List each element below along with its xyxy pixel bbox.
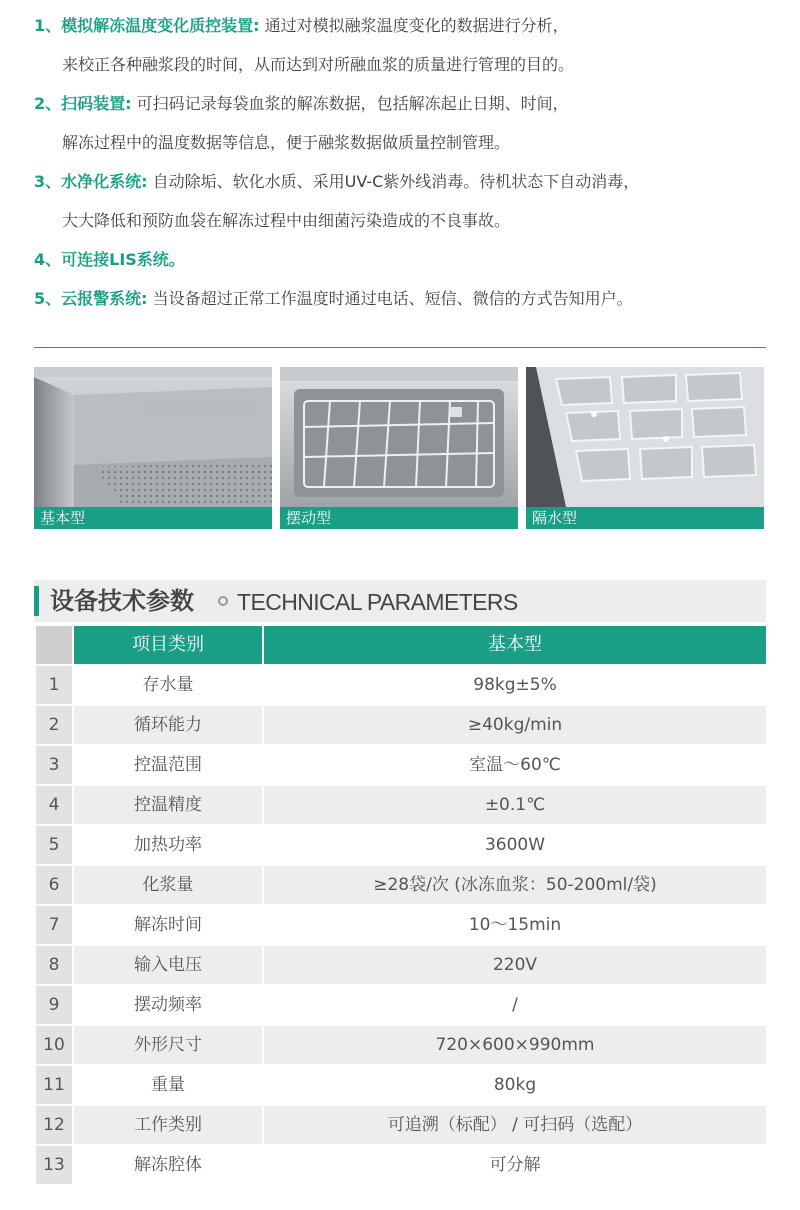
- table-row: [36, 746, 766, 784]
- row-name: 工作类别: [74, 1106, 262, 1144]
- feature-1-continued: 来校正各种融浆段的时间，从而达到对所融血浆的质量进行管理的目的。: [62, 55, 575, 74]
- feature-4: [34, 248, 774, 287]
- section-divider: [34, 347, 766, 348]
- row-name: 解冻时间: [74, 906, 262, 944]
- section-title-en: TECHNICAL PARAMETERS: [237, 589, 518, 615]
- row-name: 外形尺寸: [74, 1026, 262, 1064]
- row-number: 13: [36, 1146, 72, 1184]
- feature-2: [34, 92, 774, 131]
- table-row: [36, 906, 766, 944]
- row-value: 720×600×990mm: [264, 1026, 766, 1064]
- feature-list: [34, 14, 774, 326]
- table-header-model: 基本型: [264, 626, 766, 664]
- feature-5-label: 5、云报警系统:: [34, 289, 148, 308]
- table-header-number: [36, 626, 72, 664]
- row-name: 重量: [74, 1066, 262, 1104]
- feature-3-label: 3、水净化系统:: [34, 172, 148, 191]
- row-number: 3: [36, 746, 72, 784]
- row-name: 存水量: [74, 666, 262, 704]
- row-name: 循环能力: [74, 706, 262, 744]
- table-row: [36, 786, 766, 824]
- section-title-cn: 设备技术参数: [50, 587, 194, 615]
- row-number: 8: [36, 946, 72, 984]
- table-row: [36, 1066, 766, 1104]
- feature-1: [34, 14, 774, 53]
- feature-2-continued: 解冻过程中的温度数据等信息，便于融浆数据做质量控制管理。: [62, 133, 511, 152]
- section-header: [34, 580, 766, 622]
- row-value: 80kg: [264, 1066, 766, 1104]
- photo-swing: [280, 367, 518, 529]
- table-row: [36, 1026, 766, 1064]
- row-number: 5: [36, 826, 72, 864]
- water-isolated-photo: [526, 367, 764, 507]
- feature-1-text: 通过对模拟融浆温度变化的数据进行分析，: [259, 16, 569, 35]
- product-photos: [34, 367, 764, 529]
- row-number: 12: [36, 1106, 72, 1144]
- section-accent-bar: [34, 586, 39, 616]
- feature-3: [34, 170, 774, 209]
- feature-3-text: 自动除垢、软化水质、采用UV-C紫外线消毒。待机状态下自动消毒，: [147, 172, 640, 191]
- row-value: 98kg±5%: [264, 666, 766, 704]
- row-value: /: [264, 986, 766, 1024]
- feature-2-text: 可扫码记录每袋血浆的解冻数据，包括解冻起止日期、时间，: [131, 94, 569, 113]
- row-number: 7: [36, 906, 72, 944]
- feature-1-label: 1、模拟解冻温度变化质控装置:: [34, 16, 260, 35]
- row-value: ≥28袋/次 (冰冻血浆：50-200ml/袋): [264, 866, 766, 904]
- row-name: 输入电压: [74, 946, 262, 984]
- row-number: 11: [36, 1066, 72, 1104]
- row-value: ≥40kg/min: [264, 706, 766, 744]
- row-number: 1: [36, 666, 72, 704]
- row-number: 6: [36, 866, 72, 904]
- row-value: 3600W: [264, 826, 766, 864]
- swing-basket-photo: [280, 367, 518, 507]
- row-name: 化浆量: [74, 866, 262, 904]
- feature-5-text: 当设备超过正常工作温度时通过电话、短信、微信的方式告知用户。: [147, 289, 633, 308]
- row-number: 4: [36, 786, 72, 824]
- row-number: 2: [36, 706, 72, 744]
- row-value: ±0.1℃: [264, 786, 766, 824]
- table-header-row: [36, 626, 766, 664]
- row-number: 9: [36, 986, 72, 1024]
- row-value: 可分解: [264, 1146, 766, 1184]
- photo-caption-water: 隔水型: [526, 507, 764, 529]
- row-name: 控温范围: [74, 746, 262, 784]
- table-row: [36, 1146, 766, 1184]
- feature-3-continued: 大大降低和预防血袋在解冻过程中由细菌污染造成的不良事故。: [62, 211, 511, 230]
- table-row: [36, 866, 766, 904]
- table-row: [36, 1106, 766, 1144]
- table-row: [36, 706, 766, 744]
- circle-bullet-icon: [218, 596, 228, 606]
- row-value: 可追溯（标配） / 可扫码（选配）: [264, 1106, 766, 1144]
- feature-5: [34, 287, 774, 326]
- photo-basic: [34, 367, 272, 529]
- photo-water: [526, 367, 764, 529]
- row-name: 控温精度: [74, 786, 262, 824]
- row-name: 加热功率: [74, 826, 262, 864]
- row-name: 摆动频率: [74, 986, 262, 1024]
- feature-2-label: 2、扫码装置:: [34, 94, 132, 113]
- row-value: 220V: [264, 946, 766, 984]
- feature-4-label: 4、可连接LIS系统。: [34, 250, 185, 269]
- photo-caption-basic: 基本型: [34, 507, 272, 529]
- table-row: [36, 946, 766, 984]
- row-value: 室温～60℃: [264, 746, 766, 784]
- row-value: 10～15min: [264, 906, 766, 944]
- table-row: [36, 826, 766, 864]
- table-row: [36, 986, 766, 1024]
- basic-tank-photo: [34, 367, 272, 507]
- row-number: 10: [36, 1026, 72, 1064]
- photo-caption-swing: 摆动型: [280, 507, 518, 529]
- table-header-category: 项目类别: [74, 626, 262, 664]
- parameters-table: [36, 626, 766, 1186]
- row-name: 解冻腔体: [74, 1146, 262, 1184]
- table-row: [36, 666, 766, 704]
